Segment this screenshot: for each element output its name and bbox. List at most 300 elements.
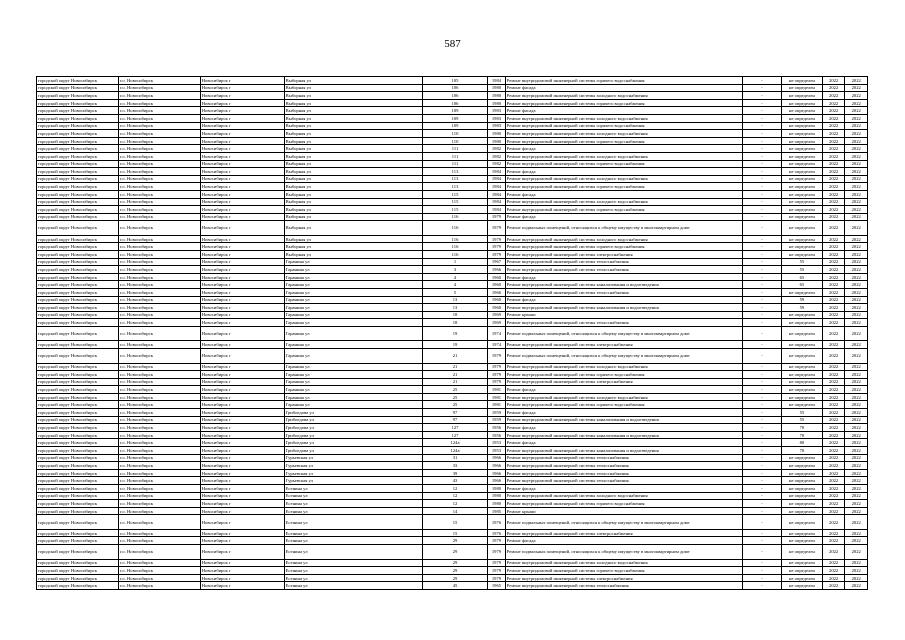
municipality-cell: городской округ Новосибирск: [37, 84, 119, 92]
district-cell: г.о. Новосибирск: [118, 567, 200, 575]
house-number-cell: 1: [422, 258, 487, 266]
work-type-cell: Ремонт внутридомовой инженерной системы горячего водоснабжения: [505, 183, 742, 191]
start-year-cell: 2022: [822, 114, 845, 122]
district-cell: г.о. Новосибирск: [118, 574, 200, 582]
dash-cell: -: [743, 84, 782, 92]
street-cell: Выборная ул: [284, 152, 422, 160]
start-year-cell: 2022: [822, 378, 845, 386]
house-number-cell: 5: [422, 288, 487, 296]
value-cell: 65: [781, 281, 822, 289]
municipality-cell: городской округ Новосибирск: [37, 206, 119, 214]
street-cell: Выборная ул: [284, 84, 422, 92]
end-year-cell: 2022: [845, 485, 868, 493]
work-type-cell: Ремонт фасада: [505, 424, 742, 432]
street-cell: Выборная ул: [284, 190, 422, 198]
start-year-cell: 2022: [822, 175, 845, 183]
dash-cell: -: [743, 492, 782, 500]
value-cell: не определен: [781, 168, 822, 176]
city-cell: Новосибирск г: [200, 454, 284, 462]
house-number-cell: 116: [422, 235, 487, 243]
city-cell: Новосибирск г: [200, 574, 284, 582]
value-cell: не определен: [781, 243, 822, 251]
dash-cell: -: [743, 107, 782, 115]
start-year-cell: 2022: [822, 349, 845, 364]
build-year-cell: 1980: [488, 84, 505, 92]
district-cell: г.о. Новосибирск: [118, 145, 200, 153]
city-cell: Новосибирск г: [200, 130, 284, 138]
value-cell: не определен: [781, 349, 822, 364]
value-cell: 70: [781, 431, 822, 439]
city-cell: Новосибирск г: [200, 288, 284, 296]
table-row: [37, 213, 868, 221]
municipality-cell: городской округ Новосибирск: [37, 152, 119, 160]
work-type-cell: Ремонт внутридомовой инженерной системы холодного водоснабжения: [505, 492, 742, 500]
work-type-cell: Ремонт внутридомовой инженерной системы холодного водоснабжения: [505, 114, 742, 122]
municipality-cell: городской округ Новосибирск: [37, 311, 119, 319]
municipality-cell: городской округ Новосибирск: [37, 130, 119, 138]
municipality-cell: городской округ Новосибирск: [37, 454, 119, 462]
table-row: [37, 152, 868, 160]
end-year-cell: 2022: [845, 439, 868, 447]
district-cell: г.о. Новосибирск: [118, 416, 200, 424]
value-cell: 55: [781, 409, 822, 417]
city-cell: Новосибирск г: [200, 582, 284, 590]
work-type-cell: Ремонт внутридомовой инженерной системы горячего водоснабжения: [505, 99, 742, 107]
build-year-cell: 1956: [488, 431, 505, 439]
city-cell: Новосибирск г: [200, 243, 284, 251]
municipality-cell: городской округ Новосибирск: [37, 507, 119, 515]
table-row: [37, 439, 868, 447]
house-number-cell: 115: [422, 190, 487, 198]
city-cell: Новосибирск г: [200, 160, 284, 168]
start-year-cell: 2022: [822, 559, 845, 567]
value-cell: не определен: [781, 537, 822, 545]
start-year-cell: 2022: [822, 99, 845, 107]
value-cell: не определен: [781, 221, 822, 236]
city-cell: Новосибирск г: [200, 500, 284, 508]
house-number-cell: 106: [422, 92, 487, 100]
end-year-cell: 2022: [845, 529, 868, 537]
house-number-cell: 97: [422, 409, 487, 417]
house-number-cell: 29: [422, 545, 487, 560]
value-cell: не определен: [781, 311, 822, 319]
value-cell: 55: [781, 266, 822, 274]
municipality-cell: городской округ Новосибирск: [37, 447, 119, 455]
end-year-cell: 2022: [845, 341, 868, 349]
end-year-cell: 2022: [845, 206, 868, 214]
house-number-cell: 124а: [422, 439, 487, 447]
start-year-cell: 2022: [822, 273, 845, 281]
city-cell: Новосибирск г: [200, 281, 284, 289]
end-year-cell: 2022: [845, 114, 868, 122]
end-year-cell: 2022: [845, 84, 868, 92]
house-number-cell: 116: [422, 243, 487, 251]
dash-cell: -: [743, 250, 782, 258]
dash-cell: -: [743, 574, 782, 582]
house-number-cell: 21: [422, 363, 487, 371]
value-cell: не определен: [781, 288, 822, 296]
build-year-cell: 1980: [488, 130, 505, 138]
street-cell: Гурьевская ул: [284, 477, 422, 485]
city-cell: Новосибирск г: [200, 107, 284, 115]
work-type-cell: Ремонт внутридомовой инженерной системы горячего водоснабжения: [505, 371, 742, 379]
work-type-cell: Ремонт внутридомовой инженерной системы канализования и водоотведения: [505, 416, 742, 424]
table-row: [37, 507, 868, 515]
dash-cell: -: [743, 77, 782, 85]
city-cell: Новосибирск г: [200, 485, 284, 493]
city-cell: Новосибирск г: [200, 319, 284, 327]
city-cell: Новосибирск г: [200, 567, 284, 575]
work-type-cell: Ремонт внутридомовой инженерной системы горячего водоснабжения: [505, 401, 742, 409]
municipality-cell: городской округ Новосибирск: [37, 386, 119, 394]
district-cell: г.о. Новосибирск: [118, 114, 200, 122]
dash-cell: -: [743, 529, 782, 537]
district-cell: г.о. Новосибирск: [118, 77, 200, 85]
work-type-cell: Ремонт внутридомовой инженерной системы горячего водоснабжения: [505, 77, 742, 85]
street-cell: Гаранина ул: [284, 311, 422, 319]
house-number-cell: 21: [422, 349, 487, 364]
street-cell: Гаранина ул: [284, 401, 422, 409]
table-row: [37, 190, 868, 198]
start-year-cell: 2022: [822, 401, 845, 409]
end-year-cell: 2022: [845, 288, 868, 296]
city-cell: Новосибирск г: [200, 206, 284, 214]
house-number-cell: 12: [422, 485, 487, 493]
dash-cell: -: [743, 500, 782, 508]
district-cell: г.о. Новосибирск: [118, 84, 200, 92]
district-cell: г.о. Новосибирск: [118, 371, 200, 379]
start-year-cell: 2022: [822, 304, 845, 312]
work-type-cell: Ремонт внутридомовой инженерной системы канализования и водоотведения: [505, 304, 742, 312]
value-cell: не определен: [781, 363, 822, 371]
street-cell: Выборная ул: [284, 137, 422, 145]
district-cell: г.о. Новосибирск: [118, 409, 200, 417]
end-year-cell: 2022: [845, 393, 868, 401]
start-year-cell: 2022: [822, 537, 845, 545]
build-year-cell: 1982: [488, 160, 505, 168]
district-cell: г.о. Новосибирск: [118, 99, 200, 107]
dash-cell: -: [743, 114, 782, 122]
start-year-cell: 2022: [822, 582, 845, 590]
district-cell: г.о. Новосибирск: [118, 296, 200, 304]
district-cell: г.о. Новосибирск: [118, 545, 200, 560]
build-year-cell: 1974: [488, 326, 505, 341]
end-year-cell: 2022: [845, 175, 868, 183]
build-year-cell: 1969: [488, 319, 505, 327]
house-number-cell: 111: [422, 152, 487, 160]
start-year-cell: 2022: [822, 137, 845, 145]
city-cell: Новосибирск г: [200, 198, 284, 206]
street-cell: Есенина ул: [284, 574, 422, 582]
table-row: [37, 454, 868, 462]
end-year-cell: 2022: [845, 235, 868, 243]
work-type-cell: Ремонт внутридомовой инженерной системы холодного водоснабжения: [505, 92, 742, 100]
municipality-cell: городской округ Новосибирск: [37, 243, 119, 251]
city-cell: Новосибирск г: [200, 439, 284, 447]
street-cell: Гаранина ул: [284, 326, 422, 341]
district-cell: г.о. Новосибирск: [118, 250, 200, 258]
build-year-cell: 1979: [488, 537, 505, 545]
value-cell: не определен: [781, 107, 822, 115]
table-row: [37, 393, 868, 401]
dash-cell: -: [743, 378, 782, 386]
house-number-cell: 3: [422, 266, 487, 274]
street-cell: Есенина ул: [284, 567, 422, 575]
municipality-cell: городской округ Новосибирск: [37, 145, 119, 153]
district-cell: г.о. Новосибирск: [118, 183, 200, 191]
work-type-cell: Ремонт внутридомовой инженерной системы электроснабжения: [505, 378, 742, 386]
street-cell: Гаранина ул: [284, 258, 422, 266]
house-number-cell: 127: [422, 431, 487, 439]
table-row: [37, 311, 868, 319]
start-year-cell: 2022: [822, 107, 845, 115]
start-year-cell: 2022: [822, 393, 845, 401]
dash-cell: -: [743, 439, 782, 447]
build-year-cell: 1965: [488, 582, 505, 590]
street-cell: Грибоедова ул: [284, 409, 422, 417]
house-number-cell: 19: [422, 341, 487, 349]
municipality-cell: городской округ Новосибирск: [37, 198, 119, 206]
build-year-cell: 1966: [488, 462, 505, 470]
end-year-cell: 2022: [845, 304, 868, 312]
dash-cell: -: [743, 160, 782, 168]
table-row: [37, 84, 868, 92]
dash-cell: -: [743, 319, 782, 327]
municipality-cell: городской округ Новосибирск: [37, 567, 119, 575]
build-year-cell: 1980: [488, 137, 505, 145]
city-cell: Новосибирск г: [200, 213, 284, 221]
value-cell: не определен: [781, 190, 822, 198]
value-cell: не определен: [781, 250, 822, 258]
table-row: [37, 273, 868, 281]
city-cell: Новосибирск г: [200, 84, 284, 92]
house-number-cell: 111: [422, 160, 487, 168]
city-cell: Новосибирск г: [200, 92, 284, 100]
work-type-cell: Ремонт подвальных помещений, относящихся к общему имуществу в многоквартирном доме: [505, 349, 742, 364]
table-row: [37, 469, 868, 477]
start-year-cell: 2022: [822, 160, 845, 168]
street-cell: Есенина ул: [284, 559, 422, 567]
work-type-cell: Ремонт фасада: [505, 485, 742, 493]
table-row: [37, 92, 868, 100]
dash-cell: -: [743, 296, 782, 304]
value-cell: 59: [781, 296, 822, 304]
start-year-cell: 2022: [822, 371, 845, 379]
value-cell: не определен: [781, 235, 822, 243]
table-row: [37, 574, 868, 582]
dash-cell: -: [743, 386, 782, 394]
municipality-cell: городской округ Новосибирск: [37, 273, 119, 281]
house-number-cell: 43: [422, 477, 487, 485]
dash-cell: -: [743, 152, 782, 160]
district-cell: г.о. Новосибирск: [118, 515, 200, 530]
district-cell: г.о. Новосибирск: [118, 431, 200, 439]
district-cell: г.о. Новосибирск: [118, 462, 200, 470]
city-cell: Новосибирск г: [200, 296, 284, 304]
municipality-cell: городской округ Новосибирск: [37, 462, 119, 470]
end-year-cell: 2022: [845, 258, 868, 266]
table-row: [37, 107, 868, 115]
city-cell: Новосибирск г: [200, 304, 284, 312]
build-year-cell: 1979: [488, 213, 505, 221]
build-year-cell: 1980: [488, 92, 505, 100]
dash-cell: -: [743, 243, 782, 251]
start-year-cell: 2022: [822, 288, 845, 296]
dash-cell: -: [743, 485, 782, 493]
end-year-cell: 2022: [845, 296, 868, 304]
municipality-cell: городской округ Новосибирск: [37, 401, 119, 409]
dash-cell: -: [743, 168, 782, 176]
municipality-cell: городской округ Новосибирск: [37, 431, 119, 439]
district-cell: г.о. Новосибирск: [118, 559, 200, 567]
district-cell: г.о. Новосибирск: [118, 198, 200, 206]
work-type-cell: Ремонт внутридомовой инженерной системы холодного водоснабжения: [505, 152, 742, 160]
municipality-cell: городской округ Новосибирск: [37, 574, 119, 582]
street-cell: Грибоедова ул: [284, 424, 422, 432]
start-year-cell: 2022: [822, 447, 845, 455]
city-cell: Новосибирск г: [200, 152, 284, 160]
value-cell: не определен: [781, 500, 822, 508]
municipality-cell: городской округ Новосибирск: [37, 190, 119, 198]
house-number-cell: 19: [422, 326, 487, 341]
street-cell: Выборная ул: [284, 213, 422, 221]
start-year-cell: 2022: [822, 281, 845, 289]
value-cell: 70: [781, 424, 822, 432]
table-row: [37, 537, 868, 545]
table-row: [37, 319, 868, 327]
house-number-cell: 109: [422, 122, 487, 130]
municipality-cell: городской округ Новосибирск: [37, 168, 119, 176]
district-cell: г.о. Новосибирск: [118, 92, 200, 100]
house-number-cell: 29: [422, 537, 487, 545]
end-year-cell: 2022: [845, 559, 868, 567]
city-cell: Новосибирск г: [200, 409, 284, 417]
city-cell: Новосибирск г: [200, 462, 284, 470]
house-number-cell: 25: [422, 393, 487, 401]
work-type-cell: Ремонт внутридомовой инженерной системы горячего водоснабжения: [505, 243, 742, 251]
end-year-cell: 2022: [845, 462, 868, 470]
house-number-cell: 39: [422, 469, 487, 477]
municipality-cell: городской округ Новосибирск: [37, 378, 119, 386]
dash-cell: -: [743, 431, 782, 439]
dash-cell: -: [743, 559, 782, 567]
end-year-cell: 2022: [845, 311, 868, 319]
build-year-cell: 1979: [488, 371, 505, 379]
house-number-cell: 21: [422, 378, 487, 386]
district-cell: г.о. Новосибирск: [118, 137, 200, 145]
street-cell: Выборная ул: [284, 198, 422, 206]
work-type-cell: Ремонт внутридомовой инженерной системы холодного водоснабжения: [505, 175, 742, 183]
district-cell: г.о. Новосибирск: [118, 349, 200, 364]
city-cell: Новосибирск г: [200, 401, 284, 409]
street-cell: Гурьевская ул: [284, 462, 422, 470]
street-cell: Выборная ул: [284, 107, 422, 115]
value-cell: не определен: [781, 559, 822, 567]
value-cell: не определен: [781, 152, 822, 160]
end-year-cell: 2022: [845, 190, 868, 198]
end-year-cell: 2022: [845, 363, 868, 371]
start-year-cell: 2022: [822, 416, 845, 424]
value-cell: 65: [781, 273, 822, 281]
dash-cell: -: [743, 190, 782, 198]
end-year-cell: 2022: [845, 319, 868, 327]
district-cell: г.о. Новосибирск: [118, 221, 200, 236]
start-year-cell: 2022: [822, 363, 845, 371]
city-cell: Новосибирск г: [200, 507, 284, 515]
build-year-cell: 1979: [488, 349, 505, 364]
value-cell: не определен: [781, 462, 822, 470]
end-year-cell: 2022: [845, 378, 868, 386]
district-cell: г.о. Новосибирск: [118, 477, 200, 485]
street-cell: Выборная ул: [284, 145, 422, 153]
table-row: [37, 416, 868, 424]
table-row: [37, 114, 868, 122]
start-year-cell: 2022: [822, 243, 845, 251]
district-cell: г.о. Новосибирск: [118, 266, 200, 274]
table-row: [37, 122, 868, 130]
value-cell: не определен: [781, 507, 822, 515]
table-row: [37, 250, 868, 258]
end-year-cell: 2022: [845, 469, 868, 477]
build-year-cell: 1982: [488, 152, 505, 160]
street-cell: Есенина ул: [284, 515, 422, 530]
start-year-cell: 2022: [822, 92, 845, 100]
dash-cell: -: [743, 198, 782, 206]
dash-cell: -: [743, 371, 782, 379]
value-cell: не определен: [781, 545, 822, 560]
work-type-cell: Ремонт внутридомовой инженерной системы электроснабжения: [505, 574, 742, 582]
end-year-cell: 2022: [845, 130, 868, 138]
build-year-cell: 1984: [488, 190, 505, 198]
build-year-cell: 1976: [488, 515, 505, 530]
end-year-cell: 2022: [845, 515, 868, 530]
start-year-cell: 2022: [822, 258, 845, 266]
end-year-cell: 2022: [845, 567, 868, 575]
district-cell: г.о. Новосибирск: [118, 168, 200, 176]
district-cell: г.о. Новосибирск: [118, 500, 200, 508]
table-row: [37, 221, 868, 236]
value-cell: не определен: [781, 393, 822, 401]
work-type-cell: Ремонт внутридомовой инженерной системы теплоснабжения: [505, 454, 742, 462]
value-cell: не определен: [781, 84, 822, 92]
municipality-cell: городской округ Новосибирск: [37, 114, 119, 122]
work-type-cell: Ремонт фасада: [505, 537, 742, 545]
municipality-cell: городской округ Новосибирск: [37, 477, 119, 485]
table-row: [37, 130, 868, 138]
district-cell: г.о. Новосибирск: [118, 175, 200, 183]
table-row: [37, 477, 868, 485]
build-year-cell: 1979: [488, 378, 505, 386]
district-cell: г.о. Новосибирск: [118, 582, 200, 590]
municipality-cell: городской округ Новосибирск: [37, 393, 119, 401]
street-cell: Есенина ул: [284, 500, 422, 508]
start-year-cell: 2022: [822, 574, 845, 582]
table-row: [37, 341, 868, 349]
start-year-cell: 2022: [822, 462, 845, 470]
work-type-cell: Ремонт внутридомовой инженерной системы электроснабжения: [505, 529, 742, 537]
table-row: [37, 304, 868, 312]
municipality-cell: городской округ Новосибирск: [37, 77, 119, 85]
street-cell: Есенина ул: [284, 485, 422, 493]
city-cell: Новосибирск г: [200, 122, 284, 130]
house-number-cell: 21: [422, 371, 487, 379]
work-type-cell: Ремонт подвальных помещений, относящихся к общему имуществу в многоквартирном доме: [505, 326, 742, 341]
dash-cell: -: [743, 416, 782, 424]
end-year-cell: 2022: [845, 386, 868, 394]
dash-cell: -: [743, 273, 782, 281]
work-type-cell: Ремонт фасада: [505, 386, 742, 394]
work-type-cell: Ремонт внутридомовой инженерной системы теплоснабжения: [505, 582, 742, 590]
